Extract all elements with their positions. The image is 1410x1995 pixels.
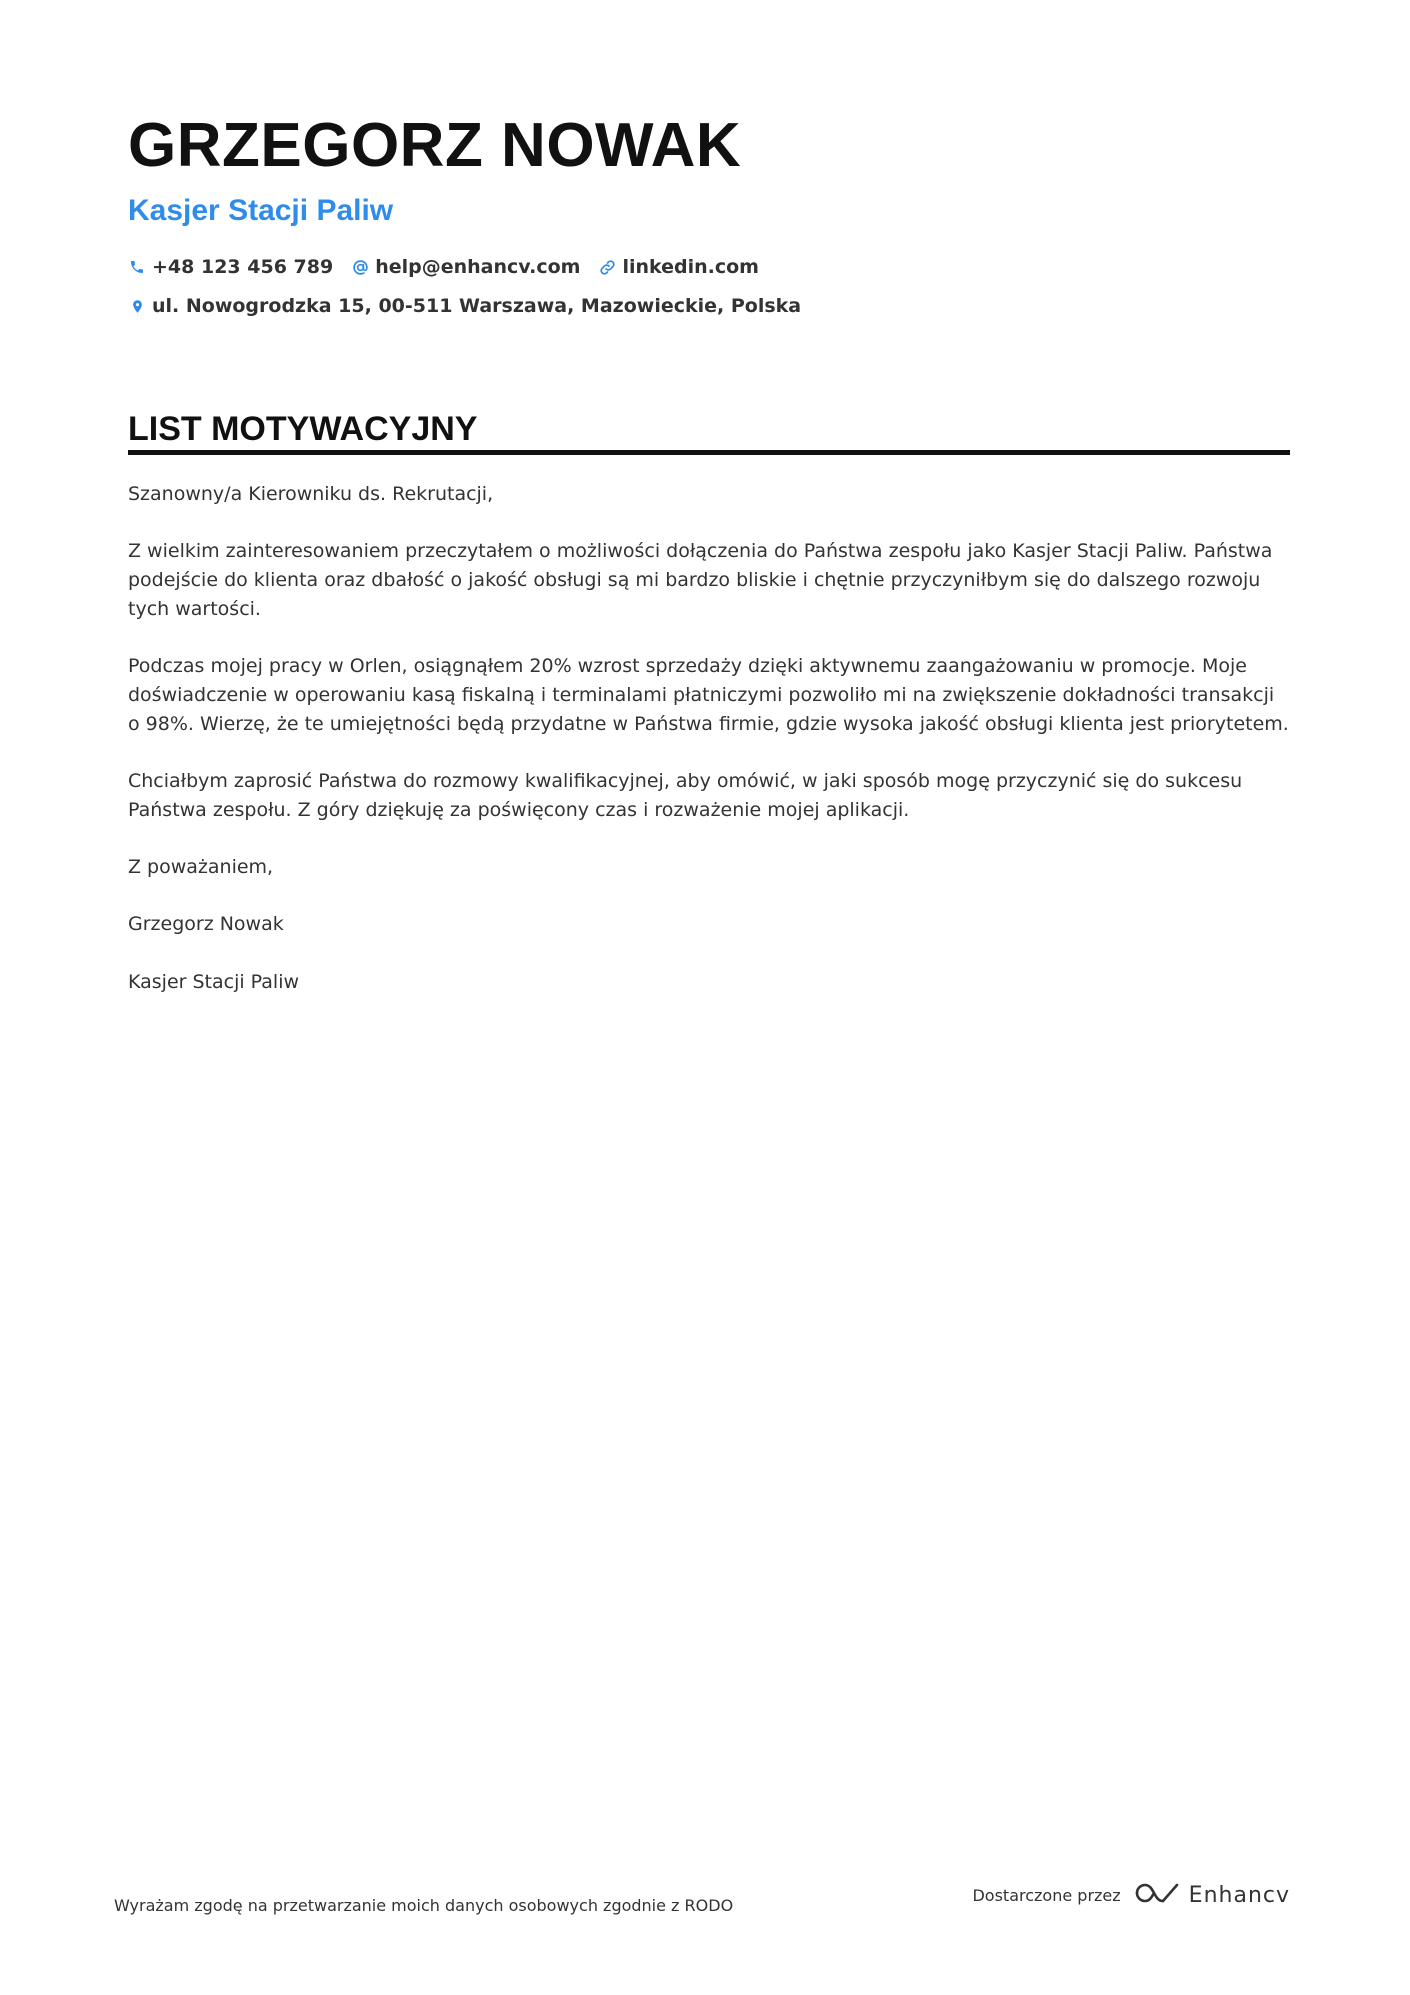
- candidate-name: GRZEGORZ NOWAK: [128, 111, 742, 180]
- letter-body: [128, 480, 1290, 1025]
- letter-signature-title: Kasjer Stacji Paliw: [128, 970, 300, 993]
- contact-website-text[interactable]: linkedin.com: [622, 256, 759, 278]
- enhancv-logo-icon: [1133, 1880, 1181, 1910]
- location-pin-icon: [128, 297, 146, 315]
- letter-greeting: Szanowny/a Kierowniku ds. Rekrutacji,: [128, 483, 494, 505]
- section-title: LIST MOTYWACYJNY: [128, 410, 478, 448]
- footer-consent: Wyrażam zgodę na przetwarzanie moich danych osobowych zgodnie z RODO: [114, 1896, 734, 1915]
- enhancv-logo[interactable]: [1133, 1880, 1290, 1910]
- contact-row-address: [128, 293, 819, 319]
- cover-letter-page: [128, 0, 1290, 1995]
- letter-closing: Z poważaniem,: [128, 856, 274, 879]
- enhancv-brand-name: Enhancv: [1188, 1882, 1290, 1908]
- section-divider: [128, 450, 1290, 455]
- footer-branding: [972, 1880, 1290, 1910]
- contact-phone: [128, 254, 333, 280]
- letter-paragraph-3: Chciałbym zaprosić Państwa do rozmowy kwalifikacyjnej, aby omówić, w jaki sposób mogę przyczynić się do sukcesu Państwa zespołu. Z góry dziękuję za poświęcony czas i rozważenie mojej aplikacji.: [128, 769, 1243, 821]
- contact-address: [128, 293, 801, 319]
- candidate-job-title: Kasjer Stacji Paliw: [128, 194, 394, 227]
- link-icon: [598, 258, 616, 276]
- contact-email[interactable]: [351, 254, 580, 280]
- letter-paragraph-1: Z wielkim zainteresowaniem przeczytałem o możliwości dołączenia do Państwa zespołu jako Kasjer Stacji Paliw. Państwa podejście do klienta oraz dbałość o jakość obsługi są mi bardzo bliskie i chętnie przyczyniłbym się do dalszego rozwoju tych wartości.: [128, 540, 1273, 620]
- footer-provided-by: Dostarczone przez: [972, 1885, 1121, 1905]
- contact-address-text: ul. Nowogrodzka 15, 00-511 Warszawa, Mazowieckie, Polska: [152, 295, 802, 317]
- phone-icon: [128, 258, 146, 276]
- at-icon: [351, 258, 369, 276]
- letter-paragraph-2: Podczas mojej pracy w Orlen, osiągnąłem 20% wzrost sprzedaży dzięki aktywnemu zaangażowaniu w promocje. Moje doświadczenie w operowaniu kasą fiskalną i terminalami płatniczymi pozwoliło mi na zwiększenie dokładności transakcji o 98%. Wierzę, że te umiejętności będą przydatne w Państwa firmie, gdzie wysoka jakość obsługi klienta jest priorytetem.: [128, 655, 1289, 735]
- contact-website[interactable]: [598, 254, 759, 280]
- contact-row-primary: [128, 254, 777, 280]
- contact-phone-text: +48 123 456 789: [152, 256, 334, 278]
- contact-email-text[interactable]: help@enhancv.com: [375, 256, 581, 278]
- letter-signature-name: Grzegorz Nowak: [128, 913, 284, 936]
